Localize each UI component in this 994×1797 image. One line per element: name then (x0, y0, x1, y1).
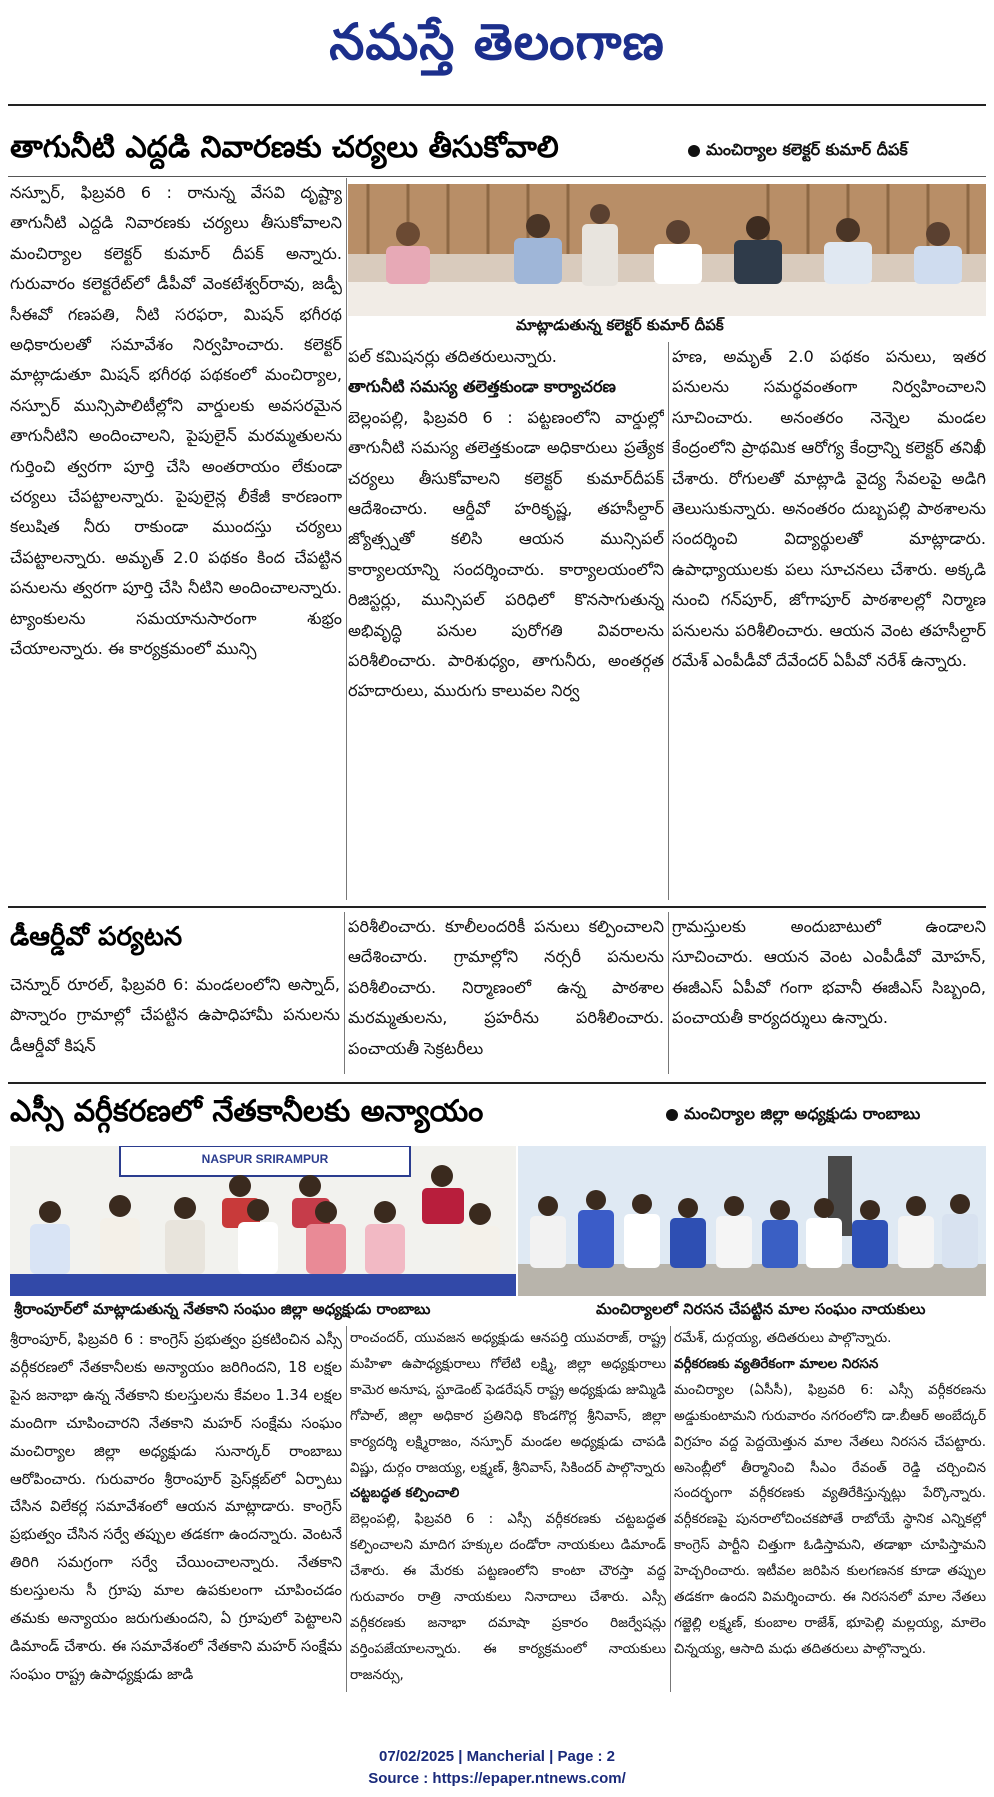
article1-section-heading: తాగునీటి సమస్య తలెత్తకుండా కార్యాచరణ (348, 377, 616, 397)
article1-subhead (688, 140, 908, 163)
banner-text: NASPUR SRIRAMPUR (201, 1152, 329, 1166)
collector-meeting-photo (348, 184, 986, 316)
article2-bottom-rule (8, 1082, 986, 1084)
footer-source: Source : https://epaper.ntnews.com/ (368, 1770, 626, 1787)
bullet-icon (666, 1109, 678, 1121)
article1-body-1: నస్పూర్, ఫిబ్రవరి 6 : రానున్న వేసవి దృష్ట్యా తాగునీటి ఎద్దడి నివారణకు చర్యలు తీసుకోవాలని మంచిర్యాల కలెక్టర్ కుమార్ దీపక్ అన్నారు. గురువారం కలెక్టరేట్‌లో డీపీవో వెంకటేశ్వర్‌రావు, జడ్పీ సీఈవో గణపతి, నీటి సరఫరా, మిషన్ భగీరథ అధికారులతో సమావేశం నిర్వహించారు. కలెక్టర్ మాట్లాడుతూ మిషన్ భగీరథ పథకంలో మంచిర్యాల, నస్పూర్ మున్సిపాలిటీల్లోని వార్డులకు అవసరమైన తాగునీటిని అందించాలని, పైపులైన్ మరమ్మతులను గుర్తించి త్వరగా పూర్తి చేసి అంతరాయం లేకుండా చర్యలు చేపట్టాలన్నారు. పైపులైన్ల లీకేజీ కారణంగా కలుషిత నీరు రాకుండా ముందస్తు చర్యలు చేపట్టాలన్నారు. అమృత్ 2.0 పథకం కింద చేపట్టిన పనులను త్వరగా పూర్తి చేసి నీటిని అందించాలన్నారు. ట్యాంకులను సమయానుసారంగా శుభ్రం చేయాలన్నారు. ఈ కార్యక్రమంలో మున్సి (10, 183, 342, 659)
article2-body-2: పరిశీలించారు. కూలీలందరికీ పనులు కల్పించాలని ఆదేశించారు. గ్రామాల్లోని నర్సరీ పనులను పరిశీలించారు. నిర్మాణంలో ఉన్న పాఠశాల మరమ్మతులను, ప్రహరీను పరిశీలించారు. పంచాయతీ సెక్రటరీలు (348, 917, 664, 1058)
press-meet-illustration (10, 1146, 516, 1296)
press-meet-caption: శ్రీరాంపూర్‌లో మాట్లాడుతున్న నేతకాని సంఘం జిల్లా అధ్యక్షుడు రాంబాబు (14, 1300, 431, 1318)
article3-section-heading-2: వర్గీకరణకు వ్యతిరేకంగా మాలల నిరసన (674, 1355, 879, 1372)
article3-body-2-top: రాంచందర్, యువజన అధ్యక్షుడు ఆనపర్తి యువరాజ్, రాష్ట్ర మహిళా ఉపాధ్యక్షురాలు గోలేటి లక్ష్మి, జిల్లా అధ్యక్షురాలు కామెర అనూష, స్టూడెంట్ ఫెడరేషన్ రాష్ట్ర అధ్యక్షుడు జుమ్మిడి గోపాల్, జిల్లా అధికార ప్రతినిధి కొండగొర్ల శ్రీనివాస్, జిల్లా కార్యదర్శి లక్ష్మిరాజం, నస్పూర్ మండల అధ్యక్షుడు చాపడి విష్ణు, దుర్గం రాజయ్య, లక్ష్మణ్, శ్రీనివాస్, సికిందర్ పాల్గొన్నారు (350, 1330, 666, 1476)
article1-subhead-text: మంచిర్యాల కలెక్టర్ కుమార్ దీపక్ (706, 140, 908, 159)
masthead (0, 6, 994, 78)
article3-headline: ఎస్సీ వర్గీకరణలో నేతకానీలకు అన్యాయం (10, 1094, 484, 1129)
article3-subhead (666, 1104, 920, 1127)
article1-rule (8, 176, 986, 177)
article1-column-3 (672, 342, 986, 900)
press-meet-photo (10, 1146, 516, 1296)
article3-subhead-text: మంచిర్యాల జిల్లా అధ్యక్షుడు రాంబాబు (684, 1104, 921, 1123)
article3-body-1: శ్రీరాంపూర్, ఫిబ్రవరి 6 : కాంగ్రెస్ ప్రభుత్వం ప్రకటించిన ఎస్సీ వర్గీకరణలో నేతకానీలకు అన్యాయం జరిగిందని, 18 లక్షల పైన జనాభా ఉన్న నేతకాని కులస్తులను కేవలం 1.34 లక్షల మందిగా చూపించారని నేతకాని మహర్ సంక్షేమ సంఘం మంచిర్యాల జిల్లా అధ్యక్షుడు సునార్కర్ రాంబాబు ఆరోపించారు. గురువారం శ్రీరాంపూర్ ప్రెస్‌క్లబ్‌లో ఏర్పాటు చేసిన విలేకర్ల సమావేశంలో ఆయన మాట్లాడారు. కాంగ్రెస్ ప్రభుత్వం చేసిన సర్వే తప్పుల తడకగా ఉందన్నారు. వెంటనే తిరిగి సమగ్రంగా సర్వే చేయించాలన్నారు. నేతకాని కులస్తులను సీ గ్రూపు మాల ఉపకులంగా చూపించడం తమకు అన్యాయం జరుగుతుందని, ఏ గ్రూపులో పెట్టాలని డిమాండ్ చేశారు. ఈ సమావేశంలో నేతకాని మహర్ సంక్షేమ సంఘం రాష్ట్ర ఉపాధ్యక్షుడు జాడి (10, 1331, 342, 1683)
article2-column-3 (672, 912, 986, 1074)
article3-column-2 (350, 1326, 666, 1692)
article3-column-3 (674, 1326, 986, 1692)
column-divider (344, 912, 345, 1074)
article3-body-3-top: రమేశ్, దుర్గయ్య, తదితరులు పాల్గొన్నారు. (674, 1330, 892, 1346)
protest-illustration (518, 1146, 986, 1296)
article2-column-2 (348, 912, 664, 1074)
masthead-rule (8, 104, 986, 106)
column-divider (668, 912, 669, 1074)
column-divider (670, 1326, 671, 1692)
protest-caption: మంచిర్యాలలో నిరసన చేపట్టిన మాల సంఘం నాయకులు (596, 1300, 926, 1318)
protest-photo (518, 1146, 986, 1296)
article1-headline: తాగునీటి ఎద్దడి నివారణకు చర్యలు తీసుకోవాలి (10, 130, 559, 165)
article1-column-2 (348, 342, 664, 900)
article2-headline: డీఆర్డీవో పర్యటన (10, 922, 183, 952)
article3-body-2: బెల్లంపల్లి, ఫిబ్రవరి 6 : ఎస్సీ వర్గీకరణకు చట్టబద్ధత కల్పించాలని మాదిగ హక్కుల దండోరా నాయకులు డిమాండ్ చేశారు. ఈ మేరకు పట్టణంలోని కాంటా చౌరస్తా వద్ద గురువారం రాత్రి నాయకులు నినాదాలు చేశారు. ఎస్సీ వర్గీకరణకు జనాభా దమాషా ప్రకారం రిజర్వేషన్లు వర్తింపజేయాలన్నారు. ఈ కార్యక్రమంలో నాయకులు రాజనర్సు, (350, 1511, 666, 1683)
meeting-photo-illustration (348, 184, 986, 316)
footer-dateline: 07/02/2025 | Mancherial | Page : 2 (378, 1748, 616, 1765)
article1-body-3: హణ, అమృత్ 2.0 పథకం పనులు, ఇతర పనులను సమర్థవంతంగా నిర్వహించాలని సూచించారు. అనంతరం నెన్నెల మండల కేంద్రంలోని ప్రాథమిక ఆరోగ్య కేంద్రాన్ని కలెక్టర్ తనిఖీ చేశారు. రోగులతో మాట్లాడి వైద్య సేవలపై అడిగి తెలుసుకున్నారు. అనంతరం దుబ్బపల్లి పాఠశాలను సందర్శించి విద్యార్థులతో మాట్లాడారు. ఉపాధ్యాయులకు పలు సూచనలు చేశారు. అక్కడి నుంచి గన్‌పూర్, జోగాపూర్ పాఠశాలల్లో నిర్మాణ పనులను పరిశీలించారు. ఆయన వెంట తహసీల్దార్ రమేశ్ ఎంపీడీవో దేవేందర్ ఏపీవో నరేశ్ ఉన్నారు. (672, 347, 986, 671)
article3-body-3: మంచిర్యాల (ఏసీసీ), ఫిబ్రవరి 6: ఎస్సీ వర్గీకరణను అడ్డుకుంటామని గురువారం నగరంలోని డా.బీఆర్ అంబేద్కర్ విగ్రహం వద్ద పెద్దయెత్తున మాల నేతలు నిరసన చేపట్టారు. అసెంబ్లీలో తీర్మానించి సీఎం రేవంత్ రెడ్డి చర్చించిన సందర్భంగా వర్గీకరణకు వ్యతిరేకిస్తున్నట్లు పేర్కొన్నారు. వర్గీకరణపై పునరాలోచించకపోతే రాబోయే స్థానిక ఎన్నికల్లో కాంగ్రెస్ పార్టీని చిత్తుగా ఓడిస్తామని, తడాఖా చూపిస్తామని హెచ్చరించారు. ఇటీవల జరిపిన కులగణనక కూడా తప్పుల తడకగా ఉందని విమర్శించారు. ఈ నిరసనలో మాల నేతలు గజ్జెల్లి లక్ష్మణ్, కుంబాల రాజేశ్, భూపెల్లి మల్లయ్య, మాలెం చిన్నయ్య, ఆసాది మధు తదితరులు పాల్గొన్నారు. (674, 1381, 986, 1657)
bullet-icon (688, 145, 700, 157)
masthead-title: నమస్తే తెలంగాణ (329, 13, 665, 71)
article1-photo-caption: మాట్లాడుతున్న కలెక్టర్ కుమార్ దీపక్ (516, 316, 724, 334)
column-divider (346, 178, 347, 900)
article1-bottom-rule (8, 906, 986, 908)
column-divider (668, 342, 669, 900)
article3-column-1 (10, 1326, 342, 1692)
article1-body-2: బెల్లంపల్లి, ఫిబ్రవరి 6 : పట్టణంలోని వార్డుల్లో తాగునీటి సమస్య తలెత్తకుండా అధికారులు ప్రత్యేక చర్యలు తీసుకోవాలని కలెక్టర్ కుమార్‌దీపక్ ఆదేశించారు. ఆర్డీవో హరికృష్ణ, తహసీల్దార్ జ్యోత్స్నతో కలిసి ఆయన మున్సిపల్ కార్యాలయాన్ని సందర్శించారు. కార్యాలయంలోని రిజిస్టర్లు, మున్సిపల్ పరిధిలో కొనసాగుతున్న అభివృద్ధి పనుల పురోగతి వివరాలను పరిశీలించారు. పారిశుధ్యం, తాగునీరు, అంతర్గత రహదారులు, మురుగు కాలువల నిర్వ (348, 407, 664, 701)
article2-body-3: గ్రామస్తులకు అందుబాటులో ఉండాలని సూచించారు. ఆయన వెంట ఎంపీడీవో మోహన్, ఈజీఎస్ ఏపీవో గంగా భవానీ ఈజీఎస్ సిబ్బంది, పంచాయతీ కార్యదర్శులు ఉన్నారు. (672, 917, 986, 1028)
article2-body-1: చెన్నూర్ రూరల్, ఫిబ్రవరి 6: మండలంలోని అస్నాద్, పొన్నారం గ్రామాల్లో చేపట్టిన ఉపాధిహామీ పనులను డీఆర్డీవో కిషన్ (10, 975, 340, 1055)
article1-column-1 (10, 178, 342, 900)
column-divider (346, 1326, 347, 1692)
article2-column-1 (10, 970, 340, 1074)
article3-section-heading-1: చట్టబద్ధత కల్పించాలి (350, 1485, 460, 1502)
article1-body-2-top: పల్ కమిషనర్లు తదితరులున్నారు. (348, 347, 557, 366)
